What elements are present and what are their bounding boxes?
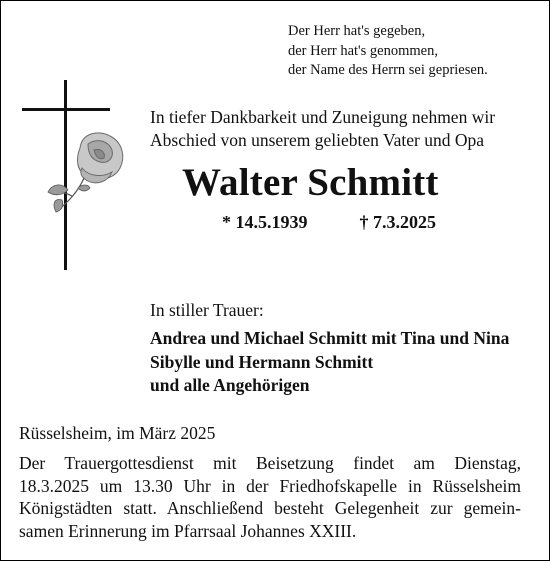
intro-line: Abschied von unserem geliebten Vater und Opa — [150, 130, 485, 150]
place-and-date: Rüsselsheim, im März 2025 — [19, 423, 216, 443]
death-date: † 7.3.2025 — [359, 212, 436, 232]
mourner-line: Andrea und Michael Schmitt mit Tina und Nina — [150, 328, 510, 348]
service-line: Der Trauergottesdienst mit Beisetzung findet am Dienstag, — [19, 453, 521, 473]
birth-date: * 14.5.1939 — [222, 212, 308, 232]
mourner-line: Sibylle und Hermann Schmitt — [150, 351, 374, 372]
quote-line: der Name des Herrn sei gepriesen. — [288, 62, 488, 78]
scripture-quote — [288, 22, 488, 81]
cross-with-rose-icon — [22, 80, 132, 275]
deceased-name: Walter Schmitt — [182, 161, 439, 204]
quote-line: der Herr hat's genommen, — [288, 42, 438, 59]
mourning-label: In stiller Trauer: — [150, 300, 264, 320]
service-details — [19, 452, 521, 542]
mourner-line: und alle Angehörigen — [150, 375, 310, 395]
service-line: samen Erinnerung im Pfarrsaal Johannes XXIII. — [19, 520, 357, 541]
service-line: 18.3.2025 um 13.30 Uhr in der Friedhofskapelle in Rüsselsheim — [19, 475, 521, 496]
life-dates — [222, 212, 436, 233]
intro-line: In tiefer Dankbarkeit und Zuneigung nehmen wir — [150, 107, 496, 127]
mourners-list — [150, 327, 509, 398]
quote-line: Der Herr hat's gegeben, — [288, 23, 426, 39]
intro-text — [150, 106, 495, 152]
service-line: Königstädten statt. Anschließend besteht Gelegenheit zur gemein- — [19, 498, 521, 518]
